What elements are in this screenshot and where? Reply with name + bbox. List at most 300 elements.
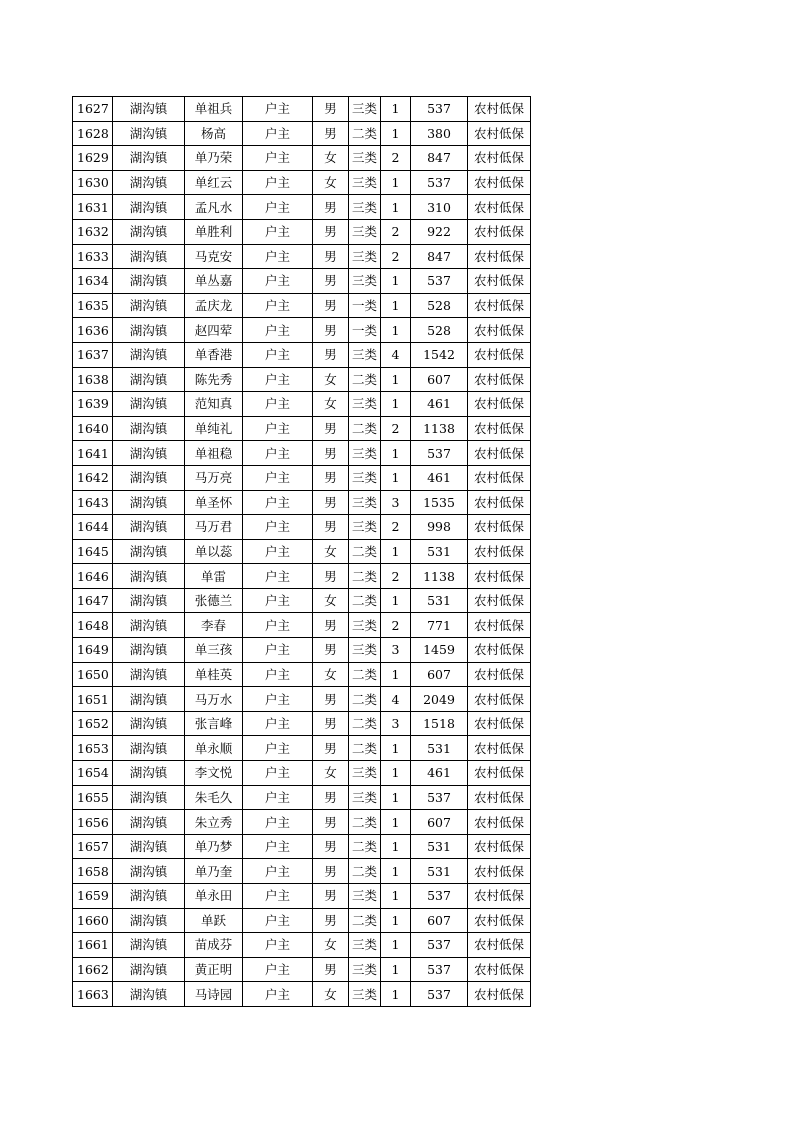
cell-amount: 537 bbox=[411, 269, 468, 294]
cell-town: 湖沟镇 bbox=[113, 687, 185, 712]
cell-record-number: 1645 bbox=[73, 539, 113, 564]
cell-gender: 女 bbox=[313, 367, 349, 392]
cell-household-role: 户主 bbox=[243, 146, 313, 171]
cell-household-role: 户主 bbox=[243, 933, 313, 958]
cell-amount: 2049 bbox=[411, 687, 468, 712]
cell-name: 黄正明 bbox=[185, 957, 243, 982]
table-row bbox=[73, 834, 531, 859]
cell-household-role: 户主 bbox=[243, 687, 313, 712]
table-row bbox=[73, 613, 531, 638]
cell-household-role: 户主 bbox=[243, 859, 313, 884]
cell-household-role: 户主 bbox=[243, 884, 313, 909]
cell-town: 湖沟镇 bbox=[113, 982, 185, 1007]
cell-town: 湖沟镇 bbox=[113, 195, 185, 220]
cell-program: 农村低保 bbox=[468, 121, 531, 146]
cell-name: 赵四荤 bbox=[185, 318, 243, 343]
cell-amount: 537 bbox=[411, 884, 468, 909]
cell-amount: 607 bbox=[411, 908, 468, 933]
cell-household-size: 2 bbox=[381, 244, 411, 269]
cell-record-number: 1634 bbox=[73, 269, 113, 294]
cell-name: 马克安 bbox=[185, 244, 243, 269]
cell-town: 湖沟镇 bbox=[113, 342, 185, 367]
cell-gender: 男 bbox=[313, 908, 349, 933]
cell-record-number: 1656 bbox=[73, 810, 113, 835]
table-body bbox=[73, 97, 531, 1007]
cell-name: 杨高 bbox=[185, 121, 243, 146]
cell-program: 农村低保 bbox=[468, 588, 531, 613]
cell-gender: 男 bbox=[313, 465, 349, 490]
cell-amount: 537 bbox=[411, 441, 468, 466]
cell-household-size: 1 bbox=[381, 465, 411, 490]
cell-name: 单祖稳 bbox=[185, 441, 243, 466]
cell-household-role: 户主 bbox=[243, 908, 313, 933]
cell-gender: 女 bbox=[313, 146, 349, 171]
table-row bbox=[73, 195, 531, 220]
cell-household-role: 户主 bbox=[243, 244, 313, 269]
table-row bbox=[73, 761, 531, 786]
cell-name: 单胜利 bbox=[185, 219, 243, 244]
cell-record-number: 1660 bbox=[73, 908, 113, 933]
cell-gender: 男 bbox=[313, 810, 349, 835]
cell-name: 单香港 bbox=[185, 342, 243, 367]
cell-household-role: 户主 bbox=[243, 490, 313, 515]
table-row bbox=[73, 884, 531, 909]
cell-name: 单桂英 bbox=[185, 662, 243, 687]
cell-gender: 男 bbox=[313, 785, 349, 810]
cell-town: 湖沟镇 bbox=[113, 146, 185, 171]
relief-roster-table bbox=[72, 96, 531, 1007]
cell-gender: 男 bbox=[313, 416, 349, 441]
cell-category: 二类 bbox=[349, 662, 381, 687]
cell-gender: 女 bbox=[313, 761, 349, 786]
cell-town: 湖沟镇 bbox=[113, 441, 185, 466]
cell-amount: 1138 bbox=[411, 416, 468, 441]
cell-household-size: 1 bbox=[381, 810, 411, 835]
cell-name: 单跃 bbox=[185, 908, 243, 933]
cell-category: 二类 bbox=[349, 810, 381, 835]
cell-household-size: 2 bbox=[381, 416, 411, 441]
cell-name: 单红云 bbox=[185, 170, 243, 195]
table-row bbox=[73, 662, 531, 687]
cell-record-number: 1650 bbox=[73, 662, 113, 687]
cell-town: 湖沟镇 bbox=[113, 490, 185, 515]
cell-amount: 847 bbox=[411, 244, 468, 269]
cell-gender: 女 bbox=[313, 982, 349, 1007]
table-row bbox=[73, 588, 531, 613]
table-row bbox=[73, 638, 531, 663]
cell-gender: 男 bbox=[313, 121, 349, 146]
cell-gender: 男 bbox=[313, 613, 349, 638]
cell-category: 三类 bbox=[349, 613, 381, 638]
cell-category: 二类 bbox=[349, 588, 381, 613]
cell-record-number: 1657 bbox=[73, 834, 113, 859]
cell-record-number: 1638 bbox=[73, 367, 113, 392]
cell-household-role: 户主 bbox=[243, 662, 313, 687]
cell-record-number: 1633 bbox=[73, 244, 113, 269]
cell-town: 湖沟镇 bbox=[113, 367, 185, 392]
cell-household-size: 1 bbox=[381, 662, 411, 687]
cell-record-number: 1640 bbox=[73, 416, 113, 441]
cell-name: 陈先秀 bbox=[185, 367, 243, 392]
cell-household-role: 户主 bbox=[243, 588, 313, 613]
table-row bbox=[73, 392, 531, 417]
cell-program: 农村低保 bbox=[468, 662, 531, 687]
cell-household-role: 户主 bbox=[243, 195, 313, 220]
cell-program: 农村低保 bbox=[468, 441, 531, 466]
cell-town: 湖沟镇 bbox=[113, 785, 185, 810]
cell-household-size: 1 bbox=[381, 982, 411, 1007]
table-row bbox=[73, 367, 531, 392]
cell-amount: 1542 bbox=[411, 342, 468, 367]
cell-household-role: 户主 bbox=[243, 564, 313, 589]
cell-record-number: 1651 bbox=[73, 687, 113, 712]
cell-household-size: 1 bbox=[381, 269, 411, 294]
cell-name: 单永顺 bbox=[185, 736, 243, 761]
cell-record-number: 1630 bbox=[73, 170, 113, 195]
cell-household-size: 2 bbox=[381, 515, 411, 540]
cell-town: 湖沟镇 bbox=[113, 465, 185, 490]
cell-name: 马万水 bbox=[185, 687, 243, 712]
cell-household-size: 4 bbox=[381, 342, 411, 367]
cell-household-role: 户主 bbox=[243, 711, 313, 736]
cell-record-number: 1628 bbox=[73, 121, 113, 146]
cell-household-size: 4 bbox=[381, 687, 411, 712]
cell-category: 三类 bbox=[349, 982, 381, 1007]
cell-household-role: 户主 bbox=[243, 318, 313, 343]
cell-program: 农村低保 bbox=[468, 908, 531, 933]
cell-town: 湖沟镇 bbox=[113, 834, 185, 859]
cell-category: 三类 bbox=[349, 884, 381, 909]
cell-record-number: 1654 bbox=[73, 761, 113, 786]
table-row bbox=[73, 982, 531, 1007]
cell-record-number: 1648 bbox=[73, 613, 113, 638]
cell-gender: 男 bbox=[313, 834, 349, 859]
cell-household-role: 户主 bbox=[243, 515, 313, 540]
cell-program: 农村低保 bbox=[468, 834, 531, 859]
cell-record-number: 1637 bbox=[73, 342, 113, 367]
cell-name: 单三孩 bbox=[185, 638, 243, 663]
cell-category: 三类 bbox=[349, 638, 381, 663]
cell-record-number: 1635 bbox=[73, 293, 113, 318]
table-row bbox=[73, 121, 531, 146]
cell-town: 湖沟镇 bbox=[113, 244, 185, 269]
cell-gender: 男 bbox=[313, 957, 349, 982]
cell-record-number: 1652 bbox=[73, 711, 113, 736]
table-row bbox=[73, 490, 531, 515]
cell-household-role: 户主 bbox=[243, 367, 313, 392]
cell-amount: 461 bbox=[411, 465, 468, 490]
cell-program: 农村低保 bbox=[468, 97, 531, 122]
cell-household-role: 户主 bbox=[243, 121, 313, 146]
cell-category: 一类 bbox=[349, 293, 381, 318]
cell-household-size: 1 bbox=[381, 121, 411, 146]
cell-amount: 537 bbox=[411, 170, 468, 195]
cell-name: 单乃梦 bbox=[185, 834, 243, 859]
cell-household-size: 1 bbox=[381, 170, 411, 195]
cell-amount: 531 bbox=[411, 859, 468, 884]
cell-household-size: 3 bbox=[381, 490, 411, 515]
cell-gender: 男 bbox=[313, 219, 349, 244]
cell-amount: 607 bbox=[411, 367, 468, 392]
cell-record-number: 1655 bbox=[73, 785, 113, 810]
cell-household-role: 户主 bbox=[243, 293, 313, 318]
cell-town: 湖沟镇 bbox=[113, 121, 185, 146]
cell-name: 马万君 bbox=[185, 515, 243, 540]
table-row bbox=[73, 146, 531, 171]
cell-amount: 847 bbox=[411, 146, 468, 171]
cell-name: 单纯礼 bbox=[185, 416, 243, 441]
cell-household-role: 户主 bbox=[243, 97, 313, 122]
cell-category: 二类 bbox=[349, 711, 381, 736]
cell-household-size: 1 bbox=[381, 908, 411, 933]
cell-amount: 531 bbox=[411, 736, 468, 761]
cell-town: 湖沟镇 bbox=[113, 638, 185, 663]
cell-gender: 女 bbox=[313, 933, 349, 958]
cell-category: 三类 bbox=[349, 490, 381, 515]
cell-gender: 女 bbox=[313, 539, 349, 564]
cell-category: 三类 bbox=[349, 785, 381, 810]
cell-record-number: 1653 bbox=[73, 736, 113, 761]
cell-category: 二类 bbox=[349, 908, 381, 933]
cell-program: 农村低保 bbox=[468, 810, 531, 835]
cell-name: 单祖兵 bbox=[185, 97, 243, 122]
cell-amount: 537 bbox=[411, 97, 468, 122]
cell-program: 农村低保 bbox=[468, 416, 531, 441]
cell-amount: 1138 bbox=[411, 564, 468, 589]
cell-town: 湖沟镇 bbox=[113, 588, 185, 613]
cell-category: 三类 bbox=[349, 392, 381, 417]
cell-program: 农村低保 bbox=[468, 761, 531, 786]
cell-amount: 531 bbox=[411, 834, 468, 859]
cell-household-role: 户主 bbox=[243, 392, 313, 417]
table-row bbox=[73, 269, 531, 294]
cell-town: 湖沟镇 bbox=[113, 219, 185, 244]
cell-household-role: 户主 bbox=[243, 441, 313, 466]
table-row bbox=[73, 687, 531, 712]
cell-category: 三类 bbox=[349, 269, 381, 294]
table-row bbox=[73, 465, 531, 490]
cell-gender: 男 bbox=[313, 244, 349, 269]
table-row bbox=[73, 441, 531, 466]
cell-name: 单圣怀 bbox=[185, 490, 243, 515]
cell-category: 三类 bbox=[349, 219, 381, 244]
cell-record-number: 1641 bbox=[73, 441, 113, 466]
cell-amount: 1518 bbox=[411, 711, 468, 736]
cell-category: 三类 bbox=[349, 170, 381, 195]
cell-household-size: 2 bbox=[381, 146, 411, 171]
table-row bbox=[73, 957, 531, 982]
cell-household-size: 1 bbox=[381, 884, 411, 909]
cell-town: 湖沟镇 bbox=[113, 859, 185, 884]
cell-category: 二类 bbox=[349, 367, 381, 392]
cell-category: 三类 bbox=[349, 146, 381, 171]
cell-category: 三类 bbox=[349, 515, 381, 540]
cell-name: 张言峰 bbox=[185, 711, 243, 736]
cell-record-number: 1644 bbox=[73, 515, 113, 540]
cell-category: 二类 bbox=[349, 539, 381, 564]
cell-gender: 男 bbox=[313, 342, 349, 367]
cell-household-size: 1 bbox=[381, 441, 411, 466]
cell-name: 范知真 bbox=[185, 392, 243, 417]
cell-category: 二类 bbox=[349, 564, 381, 589]
cell-program: 农村低保 bbox=[468, 465, 531, 490]
table-row bbox=[73, 515, 531, 540]
table-row bbox=[73, 416, 531, 441]
cell-name: 单丛嘉 bbox=[185, 269, 243, 294]
cell-household-size: 1 bbox=[381, 293, 411, 318]
table-row bbox=[73, 342, 531, 367]
cell-household-size: 1 bbox=[381, 392, 411, 417]
cell-amount: 531 bbox=[411, 539, 468, 564]
cell-gender: 男 bbox=[313, 441, 349, 466]
cell-amount: 1459 bbox=[411, 638, 468, 663]
cell-name: 单以蕊 bbox=[185, 539, 243, 564]
cell-gender: 男 bbox=[313, 515, 349, 540]
cell-town: 湖沟镇 bbox=[113, 810, 185, 835]
table-row bbox=[73, 219, 531, 244]
cell-record-number: 1627 bbox=[73, 97, 113, 122]
cell-program: 农村低保 bbox=[468, 884, 531, 909]
cell-gender: 女 bbox=[313, 170, 349, 195]
cell-record-number: 1639 bbox=[73, 392, 113, 417]
cell-category: 三类 bbox=[349, 97, 381, 122]
cell-town: 湖沟镇 bbox=[113, 933, 185, 958]
cell-household-size: 2 bbox=[381, 564, 411, 589]
cell-gender: 男 bbox=[313, 638, 349, 663]
cell-gender: 男 bbox=[313, 490, 349, 515]
table-row bbox=[73, 785, 531, 810]
cell-category: 二类 bbox=[349, 121, 381, 146]
cell-household-role: 户主 bbox=[243, 834, 313, 859]
cell-amount: 537 bbox=[411, 933, 468, 958]
table-row bbox=[73, 97, 531, 122]
cell-program: 农村低保 bbox=[468, 711, 531, 736]
cell-amount: 380 bbox=[411, 121, 468, 146]
cell-amount: 310 bbox=[411, 195, 468, 220]
cell-category: 三类 bbox=[349, 761, 381, 786]
cell-household-size: 1 bbox=[381, 195, 411, 220]
cell-program: 农村低保 bbox=[468, 539, 531, 564]
cell-town: 湖沟镇 bbox=[113, 564, 185, 589]
cell-gender: 男 bbox=[313, 97, 349, 122]
cell-household-size: 1 bbox=[381, 367, 411, 392]
cell-program: 农村低保 bbox=[468, 219, 531, 244]
cell-program: 农村低保 bbox=[468, 613, 531, 638]
cell-record-number: 1659 bbox=[73, 884, 113, 909]
cell-amount: 922 bbox=[411, 219, 468, 244]
cell-name: 单雷 bbox=[185, 564, 243, 589]
cell-town: 湖沟镇 bbox=[113, 269, 185, 294]
cell-amount: 528 bbox=[411, 293, 468, 318]
cell-gender: 女 bbox=[313, 392, 349, 417]
cell-amount: 537 bbox=[411, 982, 468, 1007]
cell-name: 单乃荣 bbox=[185, 146, 243, 171]
cell-amount: 528 bbox=[411, 318, 468, 343]
cell-record-number: 1649 bbox=[73, 638, 113, 663]
cell-household-role: 户主 bbox=[243, 539, 313, 564]
cell-program: 农村低保 bbox=[468, 859, 531, 884]
cell-record-number: 1631 bbox=[73, 195, 113, 220]
cell-program: 农村低保 bbox=[468, 367, 531, 392]
cell-record-number: 1662 bbox=[73, 957, 113, 982]
cell-record-number: 1658 bbox=[73, 859, 113, 884]
cell-town: 湖沟镇 bbox=[113, 736, 185, 761]
cell-category: 二类 bbox=[349, 834, 381, 859]
cell-program: 农村低保 bbox=[468, 982, 531, 1007]
cell-amount: 607 bbox=[411, 662, 468, 687]
cell-record-number: 1632 bbox=[73, 219, 113, 244]
cell-amount: 461 bbox=[411, 761, 468, 786]
cell-program: 农村低保 bbox=[468, 318, 531, 343]
cell-household-role: 户主 bbox=[243, 761, 313, 786]
cell-household-role: 户主 bbox=[243, 810, 313, 835]
cell-amount: 537 bbox=[411, 785, 468, 810]
cell-household-size: 1 bbox=[381, 588, 411, 613]
cell-town: 湖沟镇 bbox=[113, 515, 185, 540]
cell-name: 李春 bbox=[185, 613, 243, 638]
cell-program: 农村低保 bbox=[468, 736, 531, 761]
cell-household-size: 3 bbox=[381, 638, 411, 663]
cell-name: 孟凡水 bbox=[185, 195, 243, 220]
cell-household-role: 户主 bbox=[243, 982, 313, 1007]
table-row bbox=[73, 908, 531, 933]
cell-record-number: 1642 bbox=[73, 465, 113, 490]
cell-town: 湖沟镇 bbox=[113, 97, 185, 122]
cell-household-size: 1 bbox=[381, 539, 411, 564]
cell-household-size: 1 bbox=[381, 933, 411, 958]
cell-name: 张德兰 bbox=[185, 588, 243, 613]
cell-category: 二类 bbox=[349, 736, 381, 761]
table-row bbox=[73, 293, 531, 318]
cell-amount: 1535 bbox=[411, 490, 468, 515]
cell-town: 湖沟镇 bbox=[113, 662, 185, 687]
cell-town: 湖沟镇 bbox=[113, 170, 185, 195]
cell-name: 苗成芬 bbox=[185, 933, 243, 958]
table-row bbox=[73, 711, 531, 736]
cell-household-role: 户主 bbox=[243, 416, 313, 441]
table-row bbox=[73, 933, 531, 958]
cell-amount: 537 bbox=[411, 957, 468, 982]
cell-amount: 607 bbox=[411, 810, 468, 835]
cell-program: 农村低保 bbox=[468, 195, 531, 220]
cell-town: 湖沟镇 bbox=[113, 416, 185, 441]
cell-amount: 531 bbox=[411, 588, 468, 613]
table-row bbox=[73, 539, 531, 564]
cell-record-number: 1646 bbox=[73, 564, 113, 589]
cell-record-number: 1647 bbox=[73, 588, 113, 613]
cell-town: 湖沟镇 bbox=[113, 711, 185, 736]
table-row bbox=[73, 810, 531, 835]
cell-program: 农村低保 bbox=[468, 269, 531, 294]
cell-amount: 461 bbox=[411, 392, 468, 417]
cell-household-size: 1 bbox=[381, 834, 411, 859]
cell-program: 农村低保 bbox=[468, 244, 531, 269]
cell-household-role: 户主 bbox=[243, 736, 313, 761]
cell-name: 孟庆龙 bbox=[185, 293, 243, 318]
cell-household-size: 1 bbox=[381, 785, 411, 810]
table-row bbox=[73, 170, 531, 195]
cell-household-size: 1 bbox=[381, 859, 411, 884]
cell-gender: 男 bbox=[313, 293, 349, 318]
cell-gender: 男 bbox=[313, 736, 349, 761]
cell-town: 湖沟镇 bbox=[113, 613, 185, 638]
cell-amount: 771 bbox=[411, 613, 468, 638]
cell-town: 湖沟镇 bbox=[113, 392, 185, 417]
cell-gender: 男 bbox=[313, 884, 349, 909]
cell-program: 农村低保 bbox=[468, 515, 531, 540]
cell-program: 农村低保 bbox=[468, 564, 531, 589]
cell-category: 三类 bbox=[349, 957, 381, 982]
